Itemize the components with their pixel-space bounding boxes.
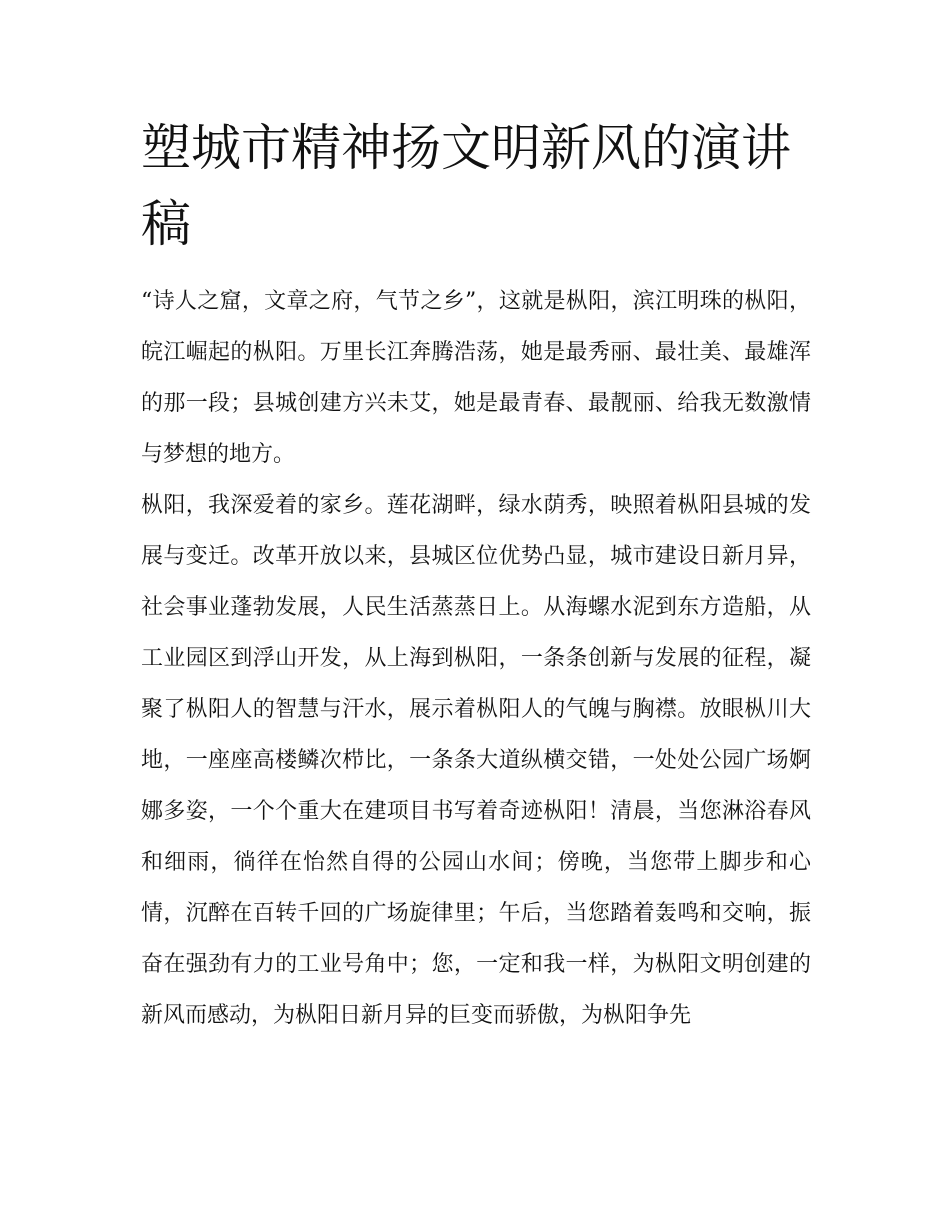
document-title: 塑城市精神扬文明新风的演讲稿	[141, 119, 791, 253]
paragraph-intro: “诗人之窟，文章之府，气节之乡”，这就是枞阳，滨江明珠的枞阳，皖江崛起的枞阳。万里长江奔腾浩荡，她是最秀丽、最壮美、最雄浑的那一段；县城创建方兴未艾，她是最青春、最靓丽、给我无数激情与梦想的地方。	[141, 289, 811, 467]
paragraph-hometown: 枞阳，我深爱着的家乡。莲花湖畔，绿水荫秀，映照着枞阳县城的发展与变迁。改革开放以来，县城区位优势凸显，城市建设日新月异，社会事业蓬勃发展，人民生活蒸蒸日上。从海螺水泥到东方造船，从工业园区到浮山开发，从上海到枞阳，一条条创新与发展的征程，凝聚了枞阳人的智慧与汗水，展示着枞阳人的气魄与胸襟。放眼枞川大地，一座座高楼鳞次栉比，一条条大道纵横交错，一处处公园广场婀娜多姿，一个个重大在建项目书写着奇迹枞阳！清晨，当您淋浴春风和细雨，徜徉在怡然自得的公园山水间；傍晚，当您带上脚步和心情，沉醉在百转千回的广场旋律里；午后，当您踏着轰鸣和交响，振奋在强劲有力的工业号角中；您，一定和我一样，为枞阳文明创建的新风而感动，为枞阳日新月异的巨变而骄傲，为枞阳争先	[141, 493, 811, 1028]
document-body	[141, 110, 811, 1041]
